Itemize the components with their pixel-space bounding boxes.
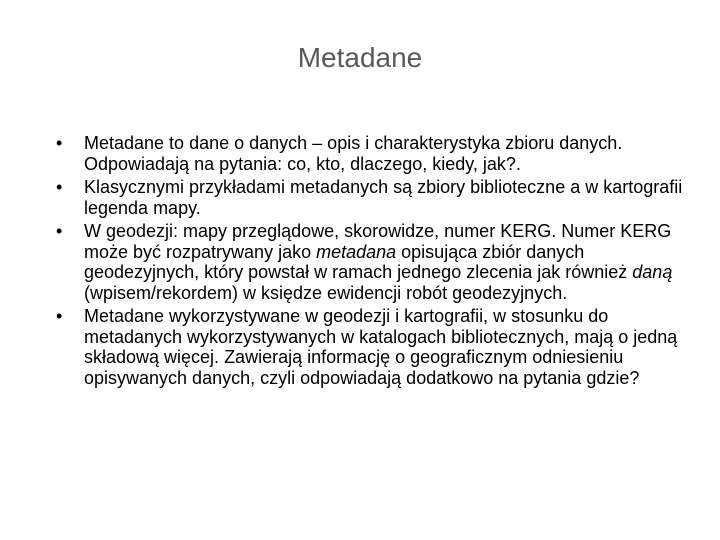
bullet-text: Klasycznymi przykładami metadanych są zbiory biblioteczne a w kartografii legenda mapy. (84, 177, 683, 218)
bullet-text-part: W geodezji: mapy przeglądowe, skorowidze, numer KERG. Numer KERG może być rozpatrywany jako (84, 221, 672, 262)
bullet-item (56, 306, 686, 388)
bullet-dot-icon: • (56, 133, 63, 153)
bullet-dot-icon: • (56, 221, 63, 241)
italic-term-dana: daną (632, 262, 673, 282)
bullet-text-part: opisująca zbiór danych geodezyjnych, który powstał w ramach jednego zlecenia jak również (84, 241, 633, 282)
slide-title: Metadane (297, 42, 423, 73)
bullet-text: Metadane wykorzystywane w geodezji i kartografii, w stosunku do metadanych wykorzystywanych w katalogach bibliotecznych, mają o jedną składową więcej. Zawierają informację o geograficznym odniesieniu opisywanych danych, czyli odpowiadają dodatkowo na pytania gdzie? (84, 306, 678, 388)
bullet-dot-icon: • (56, 177, 63, 197)
bullet-dot-icon: • (56, 306, 63, 326)
italic-term-metadana: metadana (316, 241, 397, 262)
bullet-text: Metadane to dane o danych – opis i charakterystyka zbioru danych. Odpowiadają na pytania: co, kto, dlaczego, kiedy, jak?. (84, 133, 623, 174)
bullet-text-part: (wpisem/rekordem) w księdze ewidencji robót geodezyjnych. (84, 282, 568, 303)
bullet-item (56, 177, 686, 218)
bullet-text (84, 221, 672, 303)
bullet-item (56, 133, 686, 174)
bullet-item (56, 221, 686, 303)
bullet-list (56, 133, 686, 391)
